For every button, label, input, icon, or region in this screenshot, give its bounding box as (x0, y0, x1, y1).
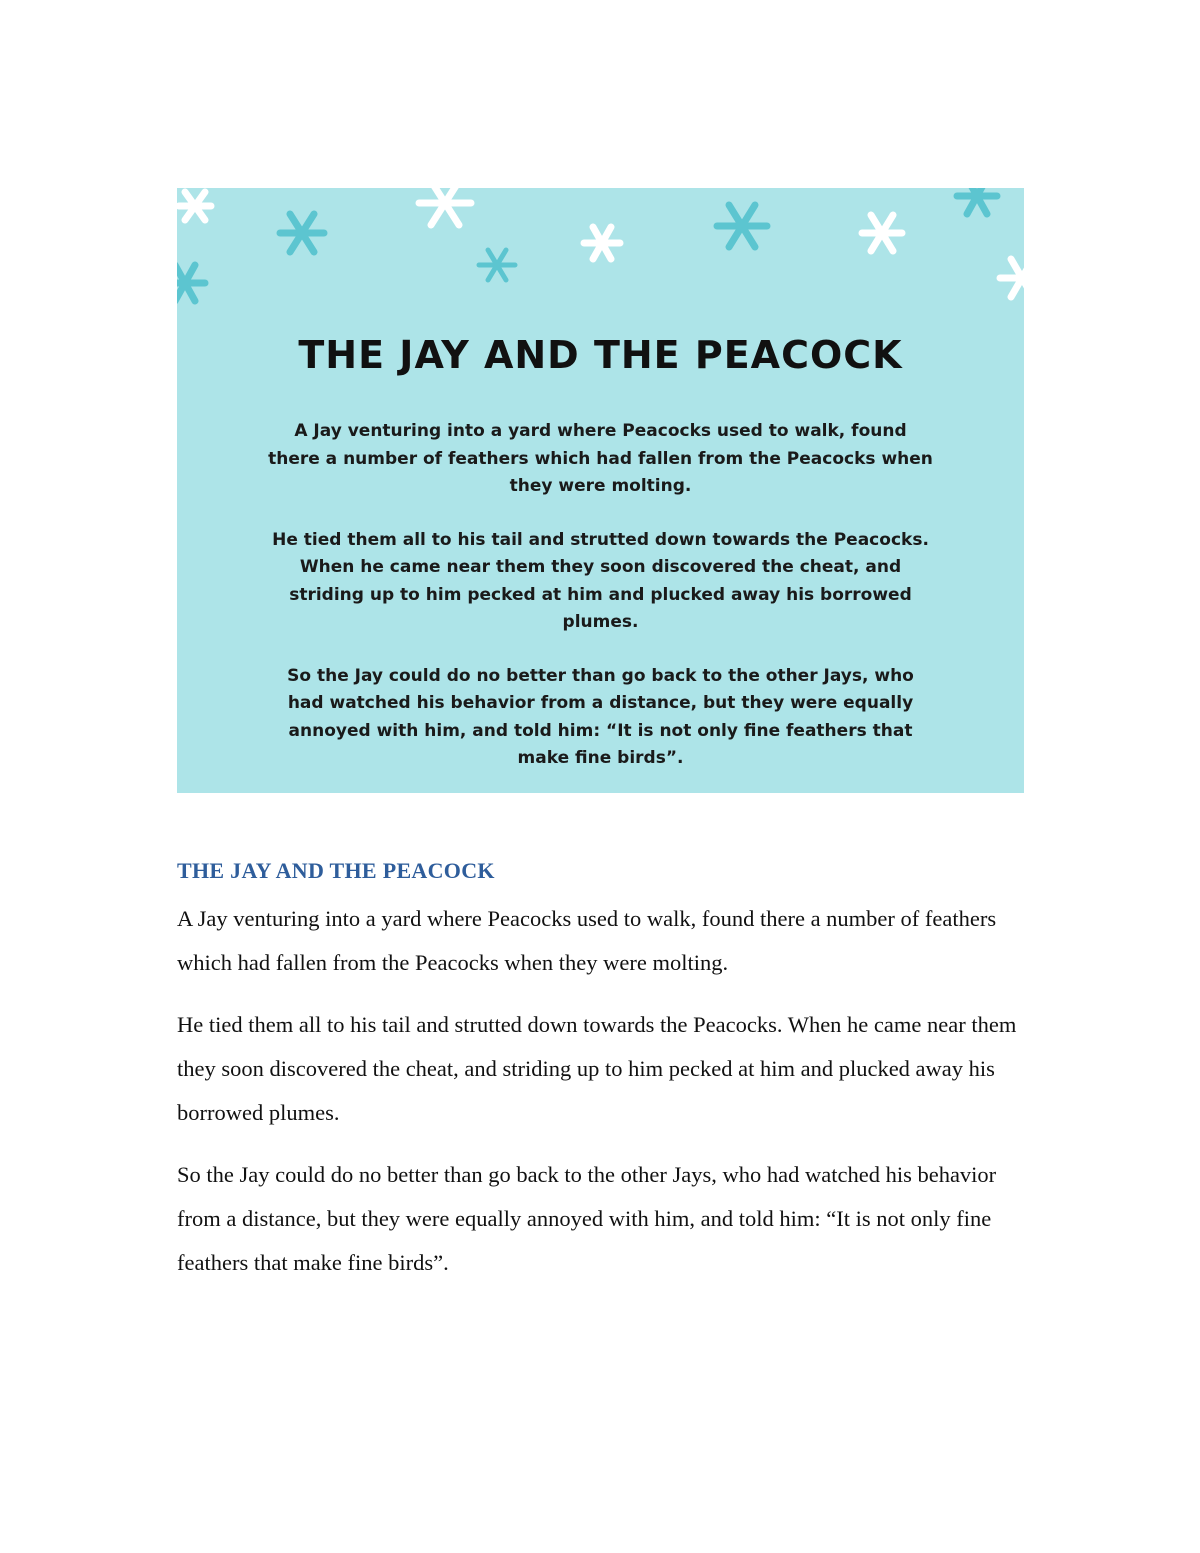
story-banner-image (177, 188, 1024, 793)
star-icon (1000, 259, 1024, 297)
banner-paragraph: He tied them all to his tail and strutted down towards the Peacocks. When he came near them they soon discovered the cheat, and striding up to him pecked at him and plucked away his borrowed plumes. (272, 529, 929, 632)
star-icon (179, 192, 211, 220)
star-icon (717, 205, 767, 247)
star-icon (419, 188, 471, 225)
document-paragraph: He tied them all to his tail and strutted down towards the Peacocks. When he came near them they soon discovered the cheat, and striding up to him pecked at him and plucked away his borrowed plumes. (177, 1012, 1017, 1125)
star-icon (862, 215, 902, 251)
star-icon (584, 227, 620, 259)
document-paragraph: So the Jay could do no better than go back to the other Jays, who had watched his behavior from a distance, but they were equally annoyed with him, and told him: “It is not only fine feathers that make fine birds”. (177, 1162, 997, 1275)
star-icon (957, 188, 997, 214)
banner-story-text (267, 418, 934, 793)
banner-paragraph: So the Jay could do no better than go back to the other Jays, who had watched his behavior from a distance, but they were equally annoyed with him, and told him: “It is not only fine feathers that make fine birds”. (287, 665, 914, 768)
star-icon (479, 250, 515, 280)
banner-title: THE JAY AND THE PEACOCK (298, 333, 903, 377)
document-body (177, 897, 1027, 1303)
star-icon (177, 265, 205, 301)
star-icon (280, 214, 324, 252)
document-heading: THE JAY AND THE PEACOCK (177, 858, 495, 883)
document-paragraph: A Jay venturing into a yard where Peacocks used to walk, found there a number of feathers which had fallen from the Peacocks when they were molting. (177, 906, 997, 975)
banner-paragraph: A Jay venturing into a yard where Peacocks used to walk, found there a number of feathers which had fallen from the Peacocks when they were molting. (268, 421, 933, 496)
